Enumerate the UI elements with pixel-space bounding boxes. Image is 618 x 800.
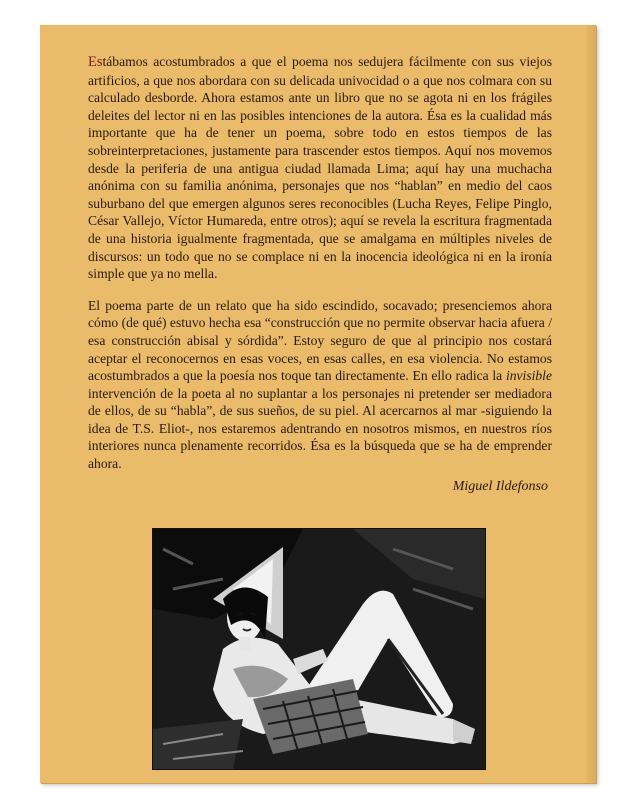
reclining-woman-illustration bbox=[153, 529, 485, 769]
cover-spine-edge bbox=[586, 25, 596, 783]
paragraph-2-text-end: intervención de la poeta al no suplantar a los personajes ni pretender ser mediadora de ellos, de su “habla”, de sus sueños, de su piel. Al acercarnos al mar -siguiendo la idea de T.S. Eliot-, nos estaremos adentrando en nosotros mismos, en nuestros ríos interiores nunca plenamente recorridos. Ésa es la búsqueda que se ha de emprender ahora. bbox=[88, 385, 552, 472]
blurb-paragraph-1 bbox=[88, 53, 552, 283]
paragraph-1-text: tábamos acostumbrados a que el poema nos sedujera fácilmente con sus viejos artificios, a que nos abordara con su delicada univocidad o a que nos colmara con su calculado desborde. Ahora estamos ante un libro que no se agota ni en los frágiles deleites del lector ni en las posibles intenciones de la autora. Ésa es la cualidad más importante que ha de tener un poema, sobre todo en estos tiempos de las sobreinterpretaciones, justamente para trascender estos tiempos. Aquí nos movemos desde la periferia de una antigua ciudad llamada Lima; aquí hay una muchacha anónima con su familia anónima, personajes que nos “hablan” en medio del caos suburbano del que emergen algunos seres reconocibles (Lucha Reyes, Felipe Pinglo, César Vallejo, Víctor Humareda, entre otros); aquí se revela la escritura fragmentada de una historia igualmente fragmentada, que se amalgama en múltiples niveles de discursos: un todo que no se complace ni en la inocencia ideológica ni en la ironía simple que ya no mella. bbox=[88, 54, 552, 282]
cover-artwork bbox=[152, 528, 486, 770]
blurb-text bbox=[88, 53, 552, 473]
opening-letters: Es bbox=[88, 54, 103, 70]
italic-word: invisible bbox=[505, 368, 552, 384]
author-signature: Miguel Ildefonso bbox=[452, 479, 548, 494]
back-cover bbox=[40, 25, 596, 783]
paragraph-2-text-start: El poema parte de un relato que ha sido escindido, socavado; presenciemos ahora cómo (de qué) estuvo hecha esa “construcción que no permite observar hacia afuera / esa construcción abisal y sórdida”. Estoy seguro de que al principio nos costará aceptar el reconocernos en esas voces, en esas calles, en esa violencia. No estamos acostumbrados a que la poesía nos toque tan directamente. En ello radica la bbox=[88, 297, 552, 384]
blurb-paragraph-2 bbox=[88, 297, 552, 473]
